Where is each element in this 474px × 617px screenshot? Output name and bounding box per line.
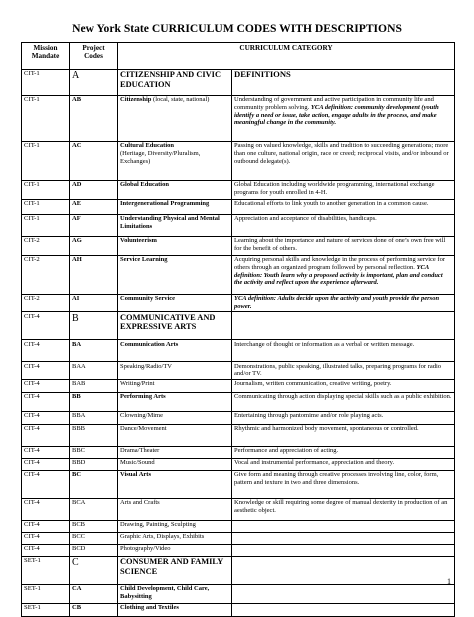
definition-text: Educational efforts to link youth to another generation in a common cause. <box>234 200 429 207</box>
mission-mandate-cell: CIT-4 <box>22 544 70 556</box>
project-code-cell: BBA <box>70 411 118 424</box>
table-row <box>22 544 455 556</box>
category-name: Child Development, Child Care, Babysitting <box>120 585 210 600</box>
definition-text: Journalism, written communication, creative writing, poetry. <box>234 380 392 388</box>
table-row <box>22 362 455 380</box>
table-row <box>22 141 455 180</box>
category-qualifier: (local, state, national) <box>151 96 210 103</box>
header-project-line1: Project <box>82 44 105 52</box>
project-code-cell: AF <box>70 214 118 236</box>
mission-mandate-cell: CIT-1 <box>22 141 70 180</box>
category-name: Visual Arts <box>120 471 151 479</box>
category-name: Global Education <box>120 181 169 188</box>
definition-cell <box>232 180 455 199</box>
mission-mandate-cell: CIT-4 <box>22 312 70 340</box>
project-code-cell: CA <box>70 584 118 603</box>
header-project-line2: Codes <box>84 52 103 61</box>
category-cell: CITIZENSHIP AND CIVIC EDUCATION <box>118 69 232 95</box>
category-name: Communication Arts <box>120 340 179 348</box>
mission-mandate-cell: CIT-1 <box>22 69 70 95</box>
project-code-cell: AG <box>70 236 118 255</box>
project-code-cell: AI <box>70 294 118 312</box>
mission-mandate-cell: CIT-4 <box>22 424 70 446</box>
definition-text: Give form and meaning through creative processes involving line, color, form, pattern and texture in two and three dimensions. <box>234 471 439 486</box>
project-code-cell: BCD <box>70 544 118 556</box>
project-code-cell: CB <box>70 603 118 616</box>
mission-mandate-cell: SET-1 <box>22 603 70 616</box>
definition-cell <box>232 141 455 180</box>
category-cell: CONSUMER AND FAMILY SCIENCE <box>118 556 232 584</box>
project-code-cell: AE <box>70 199 118 214</box>
definition-text: Appreciation and acceptance of disabilities, handicaps. <box>234 215 377 222</box>
section-row <box>22 69 455 95</box>
definition-cell <box>232 520 455 532</box>
definition-cell <box>232 544 455 556</box>
definition-text: Demonstrations, public speaking, illustrated talks, preparing programs for radio and/or TV. <box>234 362 442 378</box>
category-cell: Dance/Movement <box>118 424 232 446</box>
category-cell <box>118 603 232 616</box>
category-qualifier: (Heritage, Diversity/Pluralism, Exchanges) <box>120 149 201 165</box>
definition-text: Rhythmic and harmonized body movement, spontaneous or controlled. <box>234 425 419 433</box>
project-code-cell: BC <box>70 470 118 498</box>
definition-cell <box>232 411 455 424</box>
definition-cell <box>232 95 455 141</box>
header-project-codes <box>70 43 118 70</box>
project-code-cell: AH <box>70 255 118 294</box>
definition-text: Communicating through action displaying special skills such as a public exhibition. <box>234 393 452 401</box>
mission-mandate-cell: CIT-4 <box>22 411 70 424</box>
table-row <box>22 214 455 236</box>
project-code-cell: BCA <box>70 498 118 520</box>
category-cell <box>118 584 232 603</box>
project-code-cell: BB <box>70 392 118 411</box>
mission-mandate-cell: CIT-4 <box>22 446 70 458</box>
definition-text: Knowledge or skill requiring some degree of manual dexterity in production of an aesthetic object. <box>234 499 448 514</box>
category-cell <box>118 180 232 199</box>
definition-cell <box>232 498 455 520</box>
yca-definition-text: YCA definition: Adults decide upon the activity and youth provide the person power. <box>234 295 440 310</box>
definition-cell <box>232 424 455 446</box>
definition-text: Performance and appreciation of acting. <box>234 447 339 455</box>
section-row <box>22 556 455 584</box>
definition-cell <box>232 362 455 380</box>
category-name: Citizenship <box>120 96 152 103</box>
table-row <box>22 95 455 141</box>
table-row <box>22 236 455 255</box>
curriculum-codes-table <box>21 42 455 617</box>
table-row <box>22 532 455 544</box>
table-row <box>22 470 455 498</box>
project-code-cell: BCC <box>70 532 118 544</box>
definition-text: DEFINITIONS <box>234 69 291 79</box>
page-title: New York State CURRICULUM CODES WITH DESCRIPTIONS <box>72 22 402 35</box>
definition-cell <box>232 379 455 392</box>
definition-cell <box>232 312 455 340</box>
table-row <box>22 392 455 411</box>
definition-text: Entertaining through pantomime and/or role playing acts. <box>234 412 384 420</box>
definition-cell <box>232 392 455 411</box>
category-name: Volunteerism <box>120 237 157 244</box>
project-code-cell: A <box>70 69 118 95</box>
category-name: Intergenerational Programming <box>120 200 210 207</box>
category-cell <box>118 255 232 294</box>
mission-mandate-cell: SET-1 <box>22 556 70 584</box>
project-code-cell: BBC <box>70 446 118 458</box>
mission-mandate-cell: CIT-4 <box>22 362 70 380</box>
definition-text: Interchange of thought or information as a verbal or written message. <box>234 340 415 348</box>
table-row <box>22 603 455 616</box>
project-code-cell: BA <box>70 340 118 362</box>
definition-cell <box>232 255 455 294</box>
category-name: Community Service <box>120 295 176 302</box>
mission-mandate-cell: CIT-4 <box>22 392 70 411</box>
mission-mandate-cell: CIT-4 <box>22 340 70 362</box>
definition-cell <box>232 603 455 616</box>
mission-mandate-cell: CIT-4 <box>22 379 70 392</box>
definition-text: Understanding of government and active participation in community life and community problem solving. <box>234 96 434 111</box>
table-row <box>22 294 455 312</box>
definition-text: Learning about the importance and nature of services done of one’s own free will for the benefit of others. <box>234 237 446 252</box>
category-cell: Speaking/Radio/TV <box>118 362 232 380</box>
category-cell: Graphic Arts, Displays, Exhibits <box>118 532 232 544</box>
table-row <box>22 255 455 294</box>
category-cell: Drama/Theater <box>118 446 232 458</box>
project-code-cell: BBB <box>70 424 118 446</box>
category-cell <box>118 340 232 362</box>
header-mission-line1: Mission <box>33 44 58 52</box>
definition-cell <box>232 69 455 95</box>
category-name: Clothing and Textiles <box>120 604 179 612</box>
mission-mandate-cell: CIT-1 <box>22 180 70 199</box>
definition-cell <box>232 236 455 255</box>
project-code-cell: BCB <box>70 520 118 532</box>
definition-cell <box>232 556 455 584</box>
project-code-cell: AC <box>70 141 118 180</box>
header-curriculum-category: CURRICULUM CATEGORY <box>118 43 455 70</box>
table-row <box>22 379 455 392</box>
mission-mandate-cell: CIT-1 <box>22 214 70 236</box>
category-name: Cultural Education <box>120 142 174 149</box>
mission-mandate-cell: CIT-4 <box>22 532 70 544</box>
table-row <box>22 424 455 446</box>
mission-mandate-cell: SET-1 <box>22 584 70 603</box>
category-cell: Clowning/Mime <box>118 411 232 424</box>
table-row <box>22 498 455 520</box>
page-number: 1 <box>447 577 451 586</box>
category-cell <box>118 199 232 214</box>
definition-cell <box>232 532 455 544</box>
table-row <box>22 340 455 362</box>
mission-mandate-cell: CIT-1 <box>22 95 70 141</box>
category-cell: Photography/Video <box>118 544 232 556</box>
table-row <box>22 446 455 458</box>
mission-mandate-cell: CIT-4 <box>22 498 70 520</box>
category-cell <box>118 214 232 236</box>
definition-cell <box>232 458 455 470</box>
category-cell: COMMUNICATIVE AND EXPRESSIVE ARTS <box>118 312 232 340</box>
project-code-cell: BAA <box>70 362 118 380</box>
definition-cell <box>232 214 455 236</box>
project-code-cell: C <box>70 556 118 584</box>
definition-cell <box>232 584 455 603</box>
definition-cell <box>232 470 455 498</box>
mission-mandate-cell: CIT-2 <box>22 255 70 294</box>
category-name: Performing Arts <box>120 393 166 401</box>
table-row <box>22 199 455 214</box>
table-header-row <box>22 43 455 70</box>
table-row <box>22 520 455 532</box>
project-code-cell: B <box>70 312 118 340</box>
category-cell <box>118 141 232 180</box>
table-row <box>22 458 455 470</box>
definition-text: Vocal and instrumental performance, appreciation and theory. <box>234 459 395 467</box>
category-cell: Drawing, Painting, Sculpting <box>118 520 232 532</box>
definition-text: Passing on valued knowledge, skills and tradition to succeeding generations; more than one culture, national origin, race or creed; reciprocal visits, and/or inbound or outbound delegate(s). <box>234 142 449 165</box>
category-cell: Arts and Crafts <box>118 498 232 520</box>
mission-mandate-cell: CIT-1 <box>22 199 70 214</box>
category-cell <box>118 95 232 141</box>
project-code-cell: BBD <box>70 458 118 470</box>
category-name: Service Learning <box>120 256 168 263</box>
section-row <box>22 312 455 340</box>
project-code-cell: AD <box>70 180 118 199</box>
category-cell <box>118 236 232 255</box>
table-row <box>22 180 455 199</box>
yca-definition-text: YCA definition: Youth learn why a proposed activity is important, plan and conduct the activity and reflect upon the experience afterward. <box>234 263 443 287</box>
mission-mandate-cell: CIT-4 <box>22 458 70 470</box>
table-row <box>22 584 455 603</box>
category-cell: Writing/Print <box>118 379 232 392</box>
project-code-cell: BAB <box>70 379 118 392</box>
definition-text: Acquiring personal skills and knowledge in the process of performing service for others through an organized program followed by personal reflection. <box>234 256 446 271</box>
category-cell <box>118 470 232 498</box>
mission-mandate-cell: CIT-2 <box>22 236 70 255</box>
definition-cell <box>232 340 455 362</box>
definition-cell <box>232 294 455 312</box>
category-cell: Music/Sound <box>118 458 232 470</box>
header-mission-line2: Mandate <box>31 52 60 61</box>
category-cell <box>118 294 232 312</box>
project-code-cell: AB <box>70 95 118 141</box>
definition-cell <box>232 199 455 214</box>
yca-definition-text: YCA definition: community development (youth identify a need or issue, take action, engage adults in the process, and make meaningful change in the community. <box>234 103 439 127</box>
mission-mandate-cell: CIT-4 <box>22 470 70 498</box>
category-name: Understanding Physical and Mental Limitations <box>120 215 220 230</box>
definition-text: Global Education including worldwide programming, international exchange programs for youth enrolled in 4-H. <box>234 181 435 196</box>
table-row <box>22 411 455 424</box>
header-mission-mandate <box>22 43 70 70</box>
mission-mandate-cell: CIT-2 <box>22 294 70 312</box>
category-cell <box>118 392 232 411</box>
definition-cell <box>232 446 455 458</box>
mission-mandate-cell: CIT-4 <box>22 520 70 532</box>
